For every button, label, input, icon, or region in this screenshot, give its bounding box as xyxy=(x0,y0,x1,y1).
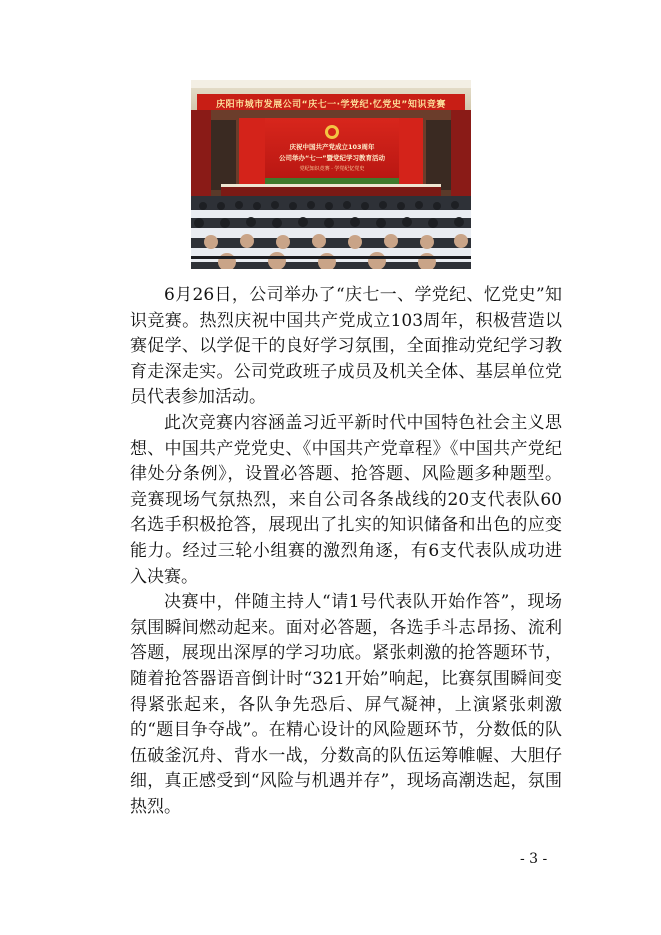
article-body xyxy=(130,283,562,820)
page-number: - 3 - xyxy=(520,851,548,867)
photo-screen-caption: 党纪知识竞赛 · 学党纪忆党史 xyxy=(299,166,365,172)
competition-photo xyxy=(191,80,471,269)
paragraph-3: 决赛中，伴随主持人“请1号代表队开始作答”，现场氛围瞬间燃动起来。面对必答题，各选手斗志昂扬、流利答题，展现出深厚的学习功底。紧张刺激的抢答题环节，随着抢答器语音倒计时“321开始”响起，比赛氛围瞬间变得紧张起来，各队争先恐后、屏气凝神，上演紧张刺激的“题目争夺战”。在精心设计的风险题环节，分数低的队伍破釜沉舟、背水一战，分数高的队伍运筹帷幄、大胆仔细，真正感受到“风险与机遇并存”，现场高潮迭起，氛围热烈。 xyxy=(130,592,562,817)
photo-screen-title: 庆祝中国共产党成立103周年 xyxy=(289,143,375,151)
paragraph-1: 6月26日，公司举办了“庆七一、学党纪、忆党史”知识竞赛。热烈庆祝中国共产党成立103周年，积极营造以赛促学、以学促干的良好学习氛围，全面推动党纪学习教育走深走实。公司党政班子成员及机关全体、基层单位党员代表参加活动。 xyxy=(130,285,562,408)
photo-screen-subtitle: 公司举办“七一”暨党纪学习教育活动 xyxy=(278,154,386,162)
photo-banner-text: 庆阳市城市发展公司“庆七一·学党纪·忆党史”知识竞赛 xyxy=(216,100,446,110)
paragraph-2: 此次竞赛内容涵盖习近平新时代中国特色社会主义思想、中国共产党党史、《中国共产党章程》《中国共产党纪律处分条例》，设置必答题、抢答题、风险题多种题型。竞赛现场气氛热烈，来自公司各条战线的20支代表队60名选手积极抢答，展现出了扎实的知识储备和出色的应变能力。经过三轮小组赛的激烈角逐，有6支代表队成功进入决赛。 xyxy=(130,412,562,587)
